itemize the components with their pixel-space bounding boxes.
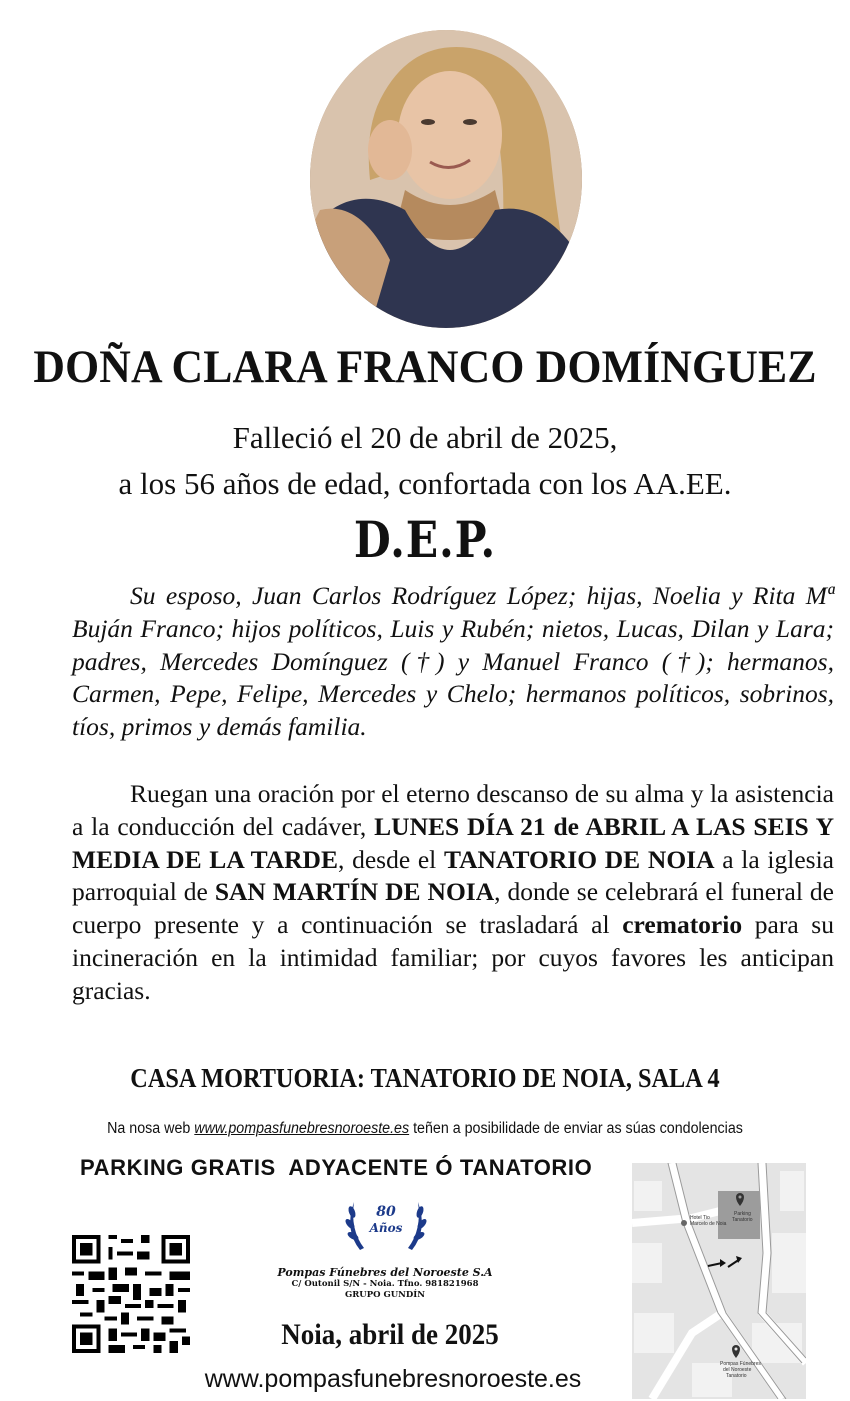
portrait-photo <box>310 30 582 328</box>
web-note-link[interactable]: www.pompasfunebresnoroeste.es <box>194 1120 410 1137</box>
map-label-hotel-2: Marcelo de Noia <box>690 1221 727 1227</box>
deceased-name: DOÑA CLARA FRANCO DOMÍNGUEZ <box>33 341 817 393</box>
place-date: Noia, abril de 2025 <box>281 1318 499 1351</box>
prayer-text: , donde se celebrará el funeral de cuerpo presente y a continuación se trasladará al <box>72 877 834 940</box>
map-label-parking-2: Tanatorio <box>732 1217 753 1223</box>
prayer-crematorium: crematorio <box>622 910 743 940</box>
age-line: a los 56 años de edad, confortada con los AA.EE. <box>118 466 732 501</box>
prayer-church: SAN MARTÍN DE NOIA <box>214 877 495 907</box>
casa-mortuoria: CASA MORTUORIA: TANATORIO DE NOIA, SALA 4 <box>130 1063 720 1093</box>
map-label-pompas-1: Pompas Fúnebres <box>720 1361 761 1367</box>
qr-code[interactable] <box>72 1235 190 1353</box>
logo-years-word: Años <box>369 1221 403 1235</box>
map-label-parking-1: Parking <box>734 1211 751 1217</box>
prayer-text: Ruegan una oración por el eterno descanso de su alma y la asistencia a la conducción del cadáver, <box>72 779 834 841</box>
prayer-text: , desde el <box>337 844 444 874</box>
firm-logo <box>340 1190 432 1260</box>
prayer-date-time: LUNES DÍA 21 de ABRIL A LAS SEIS Y MEDIA DE LA TARDE <box>72 811 835 874</box>
web-condolences-note <box>34 1120 816 1138</box>
parking-note: PARKING GRATIS ADYACENTE Ó TANATORIO <box>80 1155 593 1180</box>
prayer-text: a la iglesia parroquial de <box>72 844 834 907</box>
firm-group: GRUPO GUNDÍN <box>344 1290 426 1300</box>
location-map[interactable] <box>632 1163 806 1399</box>
dep-heading: D.E.P. <box>353 510 497 569</box>
map-label-pompas-3: Tanatorio <box>726 1373 747 1379</box>
prayer-origin: TANATORIO DE NOIA <box>444 844 715 874</box>
logo-years-number: 80 <box>376 1204 396 1220</box>
firm-name: Pompas Fúnebres del Noroeste S.A <box>277 1266 493 1279</box>
map-label-hotel-1: Hotel Tio <box>690 1215 710 1221</box>
website-link[interactable]: www.pompasfunebresnoroeste.es <box>204 1365 582 1393</box>
death-date-line: Falleció el 20 de abril de 2025, <box>232 420 618 455</box>
web-note-before: Na nosa web <box>107 1120 195 1137</box>
prayer-text: para su incineración en la intimidad familiar; por cuyos favores les anticipan gracias. <box>72 910 834 1005</box>
map-label-pompas-2: del Noroeste <box>723 1367 752 1373</box>
firm-block <box>260 1266 510 1301</box>
prayer-paragraph <box>72 778 834 1008</box>
family-paragraph: Su esposo, Juan Carlos Rodríguez López; hijas, Noelia y Rita Mª Buján Franco; hijos políticos, Luis y Rubén; nietos, Lucas, Dilan y Lara; padres, Mercedes Domínguez (†) y Manuel Franco (†); hermanos, Carmen, Pepe, Felipe, Mercedes y Chelo; hermanos políticos, sobrinos, tíos, primos y demás familia. <box>72 581 834 742</box>
firm-address: C/ Outonil S/N - Noia. Tfno. 981821968 <box>291 1279 479 1289</box>
web-note-after: teñen a posibilidade de enviar as súas condolencias <box>409 1120 743 1137</box>
